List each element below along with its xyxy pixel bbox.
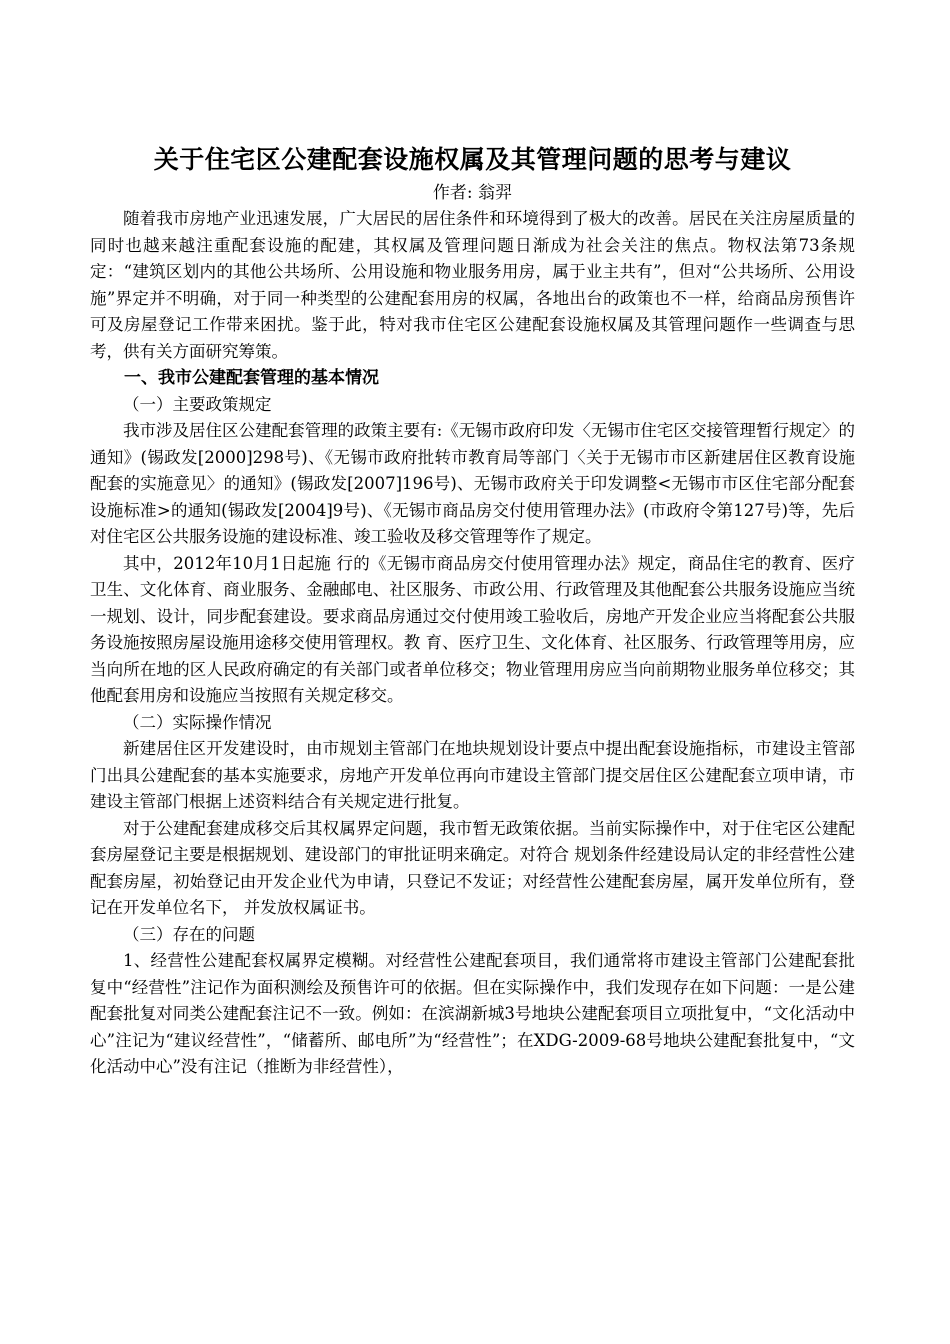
body-paragraph: 对于公建配套建成移交后其权属界定问题，我市暂无政策依据。当前实际操作中，对于住宅区公建配套房屋登记主要是根据规划、建设部门的审批证明来确定。对符合 规划条件经建设局认定的非经营性公建配套房屋，初始登记由开发企业代为申请，只登记不发证；对经营性公建配套房屋，属开发单位所有，登记在开发单位名下， 并发放权属证书。 — [90, 818, 855, 917]
document-title: 关于住宅区公建配套设施权属及其管理问题的思考与建议 — [153, 145, 792, 174]
body-paragraph: 我市涉及居住区公建配套管理的政策主要有:《无锡市政府印发〈无锡市住宅区交接管理暂行规定〉的通知》(锡政发[2000]298号)、《无锡市政府批转市教育局等部门〈关于无锡市市区新建居住区教育设施配套的实施意见〉的通知》(锡政发[2007]196号)、无锡市政府关于印发调整<无锡市市区住宅部分配套设施标准>的通知(锡政发[2004]9号)、《无锡市商品房交付使用管理办法》(市政府令第127号)等，先后对住宅区公共服务设施的建设标准、竣工验收及移交管理等作了规定。 — [90, 421, 855, 546]
document-body — [90, 206, 855, 1081]
subsection-heading: （三）存在的问题 — [123, 924, 255, 944]
body-paragraph: 随着我市房地产业迅速发展，广大居民的居住条件和环境得到了极大的改善。居民在关注房屋质量的同时也越来越注重配套设施的配建，其权属及管理问题日渐成为社会关注的焦点。物权法第73条规定：“建筑区划内的其他公共场所、公用设施和物业服务用房，属于业主共有”，但对“公共场所、公用设施”界定并不明确，对于同一种类型的公建配套用房的权属，各地出台的政策也不一样，给商品房预售许可及房屋登记工作带来困扰。鉴于此，特对我市住宅区公建配套设施权属及其管理问题作一些调查与思考，供有关方面研究筹策。 — [90, 209, 855, 361]
section-heading: 一、我市公建配套管理的基本情况 — [124, 368, 379, 388]
subsection-heading: （二）实际操作情况 — [123, 712, 272, 732]
document-author: 作者: 翁羿 — [432, 183, 513, 203]
body-paragraph: 1、经营性公建配套权属界定模糊。对经营性公建配套项目，我们通常将市建设主管部门公建配套批复中“经营性”注记作为面积测绘及预售许可的依据。但在实际操作中，我们发现存在如下问题：一是公建配套批复对同类公建配套注记不一致。例如：在滨湖新城3号地块公建配套项目立项批复中，“文化活动中心”注记为“建议经营性”，“储蓄所、邮电所”为“经营性”；在XDG-2009-68号地块公建配套批复中，“文化活动中心”没有注记（推断为非经营性）， — [90, 951, 855, 1076]
body-paragraph: 其中，2012年10月1日起施 行的《无锡市商品房交付使用管理办法》规定，商品住宅的教育、医疗卫生、文化体育、商业服务、金融邮电、社区服务、市政公用、行政管理及其他配套公共服务设施应当统一规划、设计，同步配套建设。要求商品房通过交付使用竣工验收后，房地产开发企业应当将配套公共服务设施按照房屋设施用途移交使用管理权。教 育、医疗卫生、文化体育、社区服务、行政管理等用房，应当向所在地的区人民政府确定的有关部门或者单位移交；物业管理用房应当向前期物业服务单位移交；其 他配套用房和设施应当按照有关规定移交。 — [90, 553, 855, 705]
body-paragraph: 新建居住区开发建设时，由市规划主管部门在地块规划设计要点中提出配套设施指标，市建设主管部门出具公建配套的基本实施要求，房地产开发单位再向市建设主管部门提交居住区公建配套立项申请，市建设主管部门根据上述资料结合有关规定进行批复。 — [90, 739, 855, 811]
subsection-heading: （一）主要政策规定 — [123, 394, 272, 414]
